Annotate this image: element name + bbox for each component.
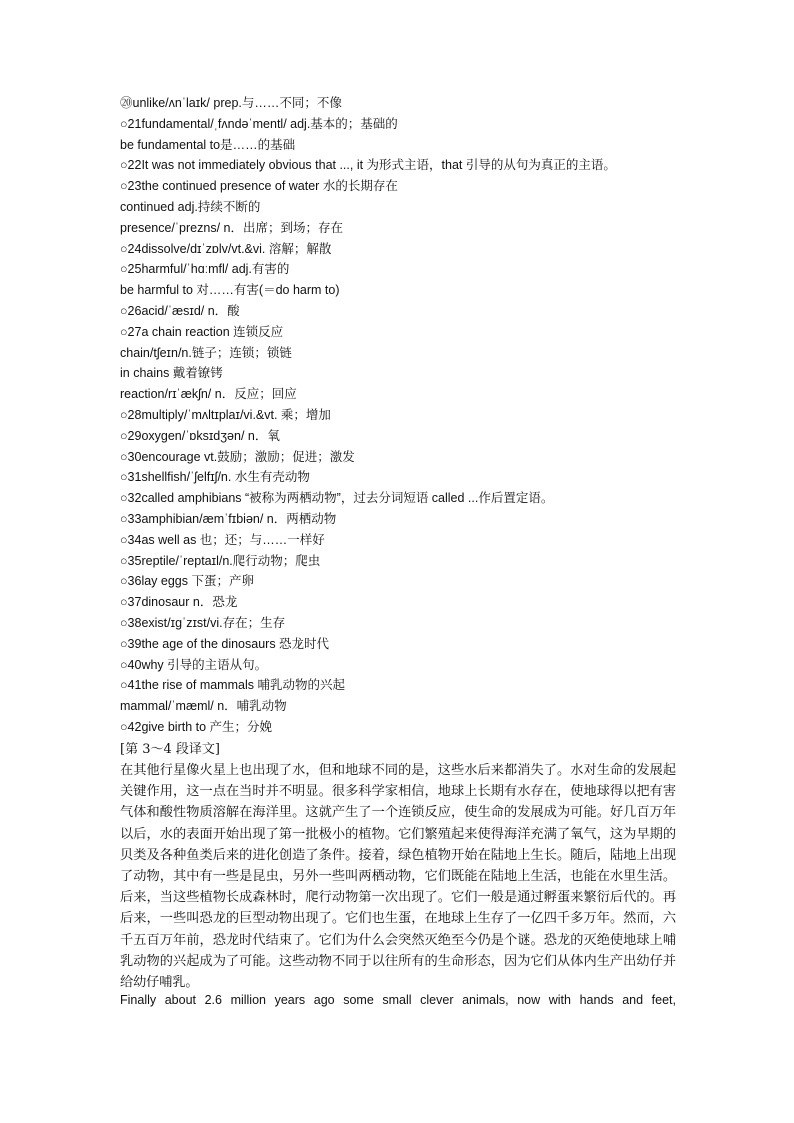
vocab-line: ○29oxygen/ˈɒksɪdʒən/ n．氧 (120, 428, 280, 443)
english-text-line: Finally about 2.6 million years ago some small clever animals, now with hands and feet, (120, 993, 676, 1007)
vocab-line: ○33amphibian/æmˈfɪbiən/ n．两栖动物 (120, 511, 337, 526)
vocab-line: reaction/rɪˈækʃn/ n．反应；回应 (120, 387, 297, 402)
vocab-line: ○30encourage vt.鼓励；激励；促进；激发 (120, 449, 355, 464)
vocab-line: be fundamental to是……的基础 (120, 137, 296, 152)
vocab-line: ○26acid/ˈæsɪd/ n．酸 (120, 303, 240, 318)
section-label: [第 3～4 段译文] (120, 742, 220, 757)
vocabulary-notes (120, 93, 680, 738)
vocab-line: ○42give birth to 产生；分娩 (120, 719, 273, 734)
paragraph-line: 在其他行星像火星上也出现了水，但和地球不同的是，这些水后来都消失了。水对生命的发 (120, 763, 650, 778)
vocab-line: ○38exist/ɪgˈzɪst/vi.存在；生存 (120, 615, 286, 630)
vocab-line: ○21fundamental/ˌfʌndəˈmentl/ adj.基本的；基础的 (120, 116, 398, 131)
vocab-line: ○28multiply/ˈmʌltɪplaɪ/vi.&vt. 乘；增加 (120, 407, 331, 422)
paragraph-line: 通过孵蛋来繁衍后代的。再后来，一些叫恐龙的巨型动物出现了。它们也生蛋，在地球上生 (120, 890, 676, 927)
vocab-line: ○22It was not immediately obvious that ..., it 为形式主语，that 引导的从句为真正的主语。 (120, 158, 616, 173)
vocab-line: ○34as well as 也；还；与……一样好 (120, 532, 325, 547)
paragraph-line: 活，也能在水里生活。后来，当这些植物长成森林时，爬行动物第一次出现了。它们一般是 (120, 869, 676, 906)
vocab-line: ⑳unlike/ʌnˈlaɪk/ prep.与……不同；不像 (120, 96, 342, 110)
vocab-line: ○31shellfish/ˈʃelfɪʃ/n. 水生有壳动物 (120, 470, 310, 485)
vocab-line: in chains 戴着镣铐 (120, 366, 223, 381)
vocab-line: ○40why 引导的主语从句。 (120, 657, 268, 672)
translation-paragraph (120, 760, 676, 993)
vocab-line: ○25harmful/ˈhɑːmfl/ adj.有害的 (120, 262, 290, 277)
paragraph-line: 以把有害气体和酸性物质溶解在海洋里。这就产生了一个连锁反应，使生命的发展成为可能。 (120, 784, 676, 821)
vocab-line: mammal/ˈmæml/ n．哺乳动物 (120, 699, 287, 714)
vocab-line: be harmful to 对……有害(＝do harm to) (120, 283, 340, 298)
paragraph-line: 展起关键作用，这一点在当时并不明显。很多科学家相信，地球上长期有水存在，使地球得 (120, 763, 676, 800)
vocab-line: ○32called amphibians “被称为两栖动物”，过去分词短语 called ...作后置定语。 (120, 491, 554, 506)
paragraph-line: 气，这为早期的贝类及各种鱼类后来的进化创造了条件。接着，绿色植物开始在陆地上生长。 (120, 826, 676, 863)
vocab-line: continued adj.持续不断的 (120, 199, 261, 214)
vocab-line: chain/tʃeɪn/n.链子；连锁；锁链 (120, 345, 292, 360)
paragraph-line: 今仍是个谜。恐龙的灭绝使地球上哺乳动物的兴起成为了可能。这些动物不同于以往所有的 (120, 932, 676, 969)
paragraph-line: 随后，陆地上出现了动物，其中有一些是昆虫，另外一些叫两栖动物，它们既能在陆地上生 (120, 847, 676, 885)
paragraph-line: 存了一亿四千多万年。然而，六千五百万年前，恐龙时代结束了。它们为什么会突然灭绝至 (120, 911, 676, 948)
vocab-line: ○37dinosaur n．恐龙 (120, 595, 238, 610)
paragraph-line: 生命形态，因为它们从体内生产出幼仔并给幼仔哺乳。 (120, 953, 676, 991)
vocab-line: ○41the rise of mammals 哺乳动物的兴起 (120, 678, 345, 693)
vocab-line: ○39the age of the dinosaurs 恐龙时代 (120, 636, 330, 651)
vocab-line: ○35reptile/ˈreptaɪl/n.爬行动物；爬虫 (120, 553, 321, 568)
vocab-line: presence/ˈprezns/ n．出席；到场；存在 (120, 220, 343, 235)
vocab-line: ○27a chain reaction 连锁反应 (120, 324, 284, 339)
vocab-line: ○23the continued presence of water 水的长期存在 (120, 179, 398, 194)
vocab-line: ○36lay eggs 下蛋；产卵 (120, 574, 254, 589)
paragraph-line: 好几百万年以后，水的表面开始出现了第一批极小的植物。它们繁殖起来使得海洋充满了氧 (120, 805, 676, 842)
vocab-line: ○24dissolve/dɪˈzɒlv/vt.&vi. 溶解；解散 (120, 241, 332, 256)
